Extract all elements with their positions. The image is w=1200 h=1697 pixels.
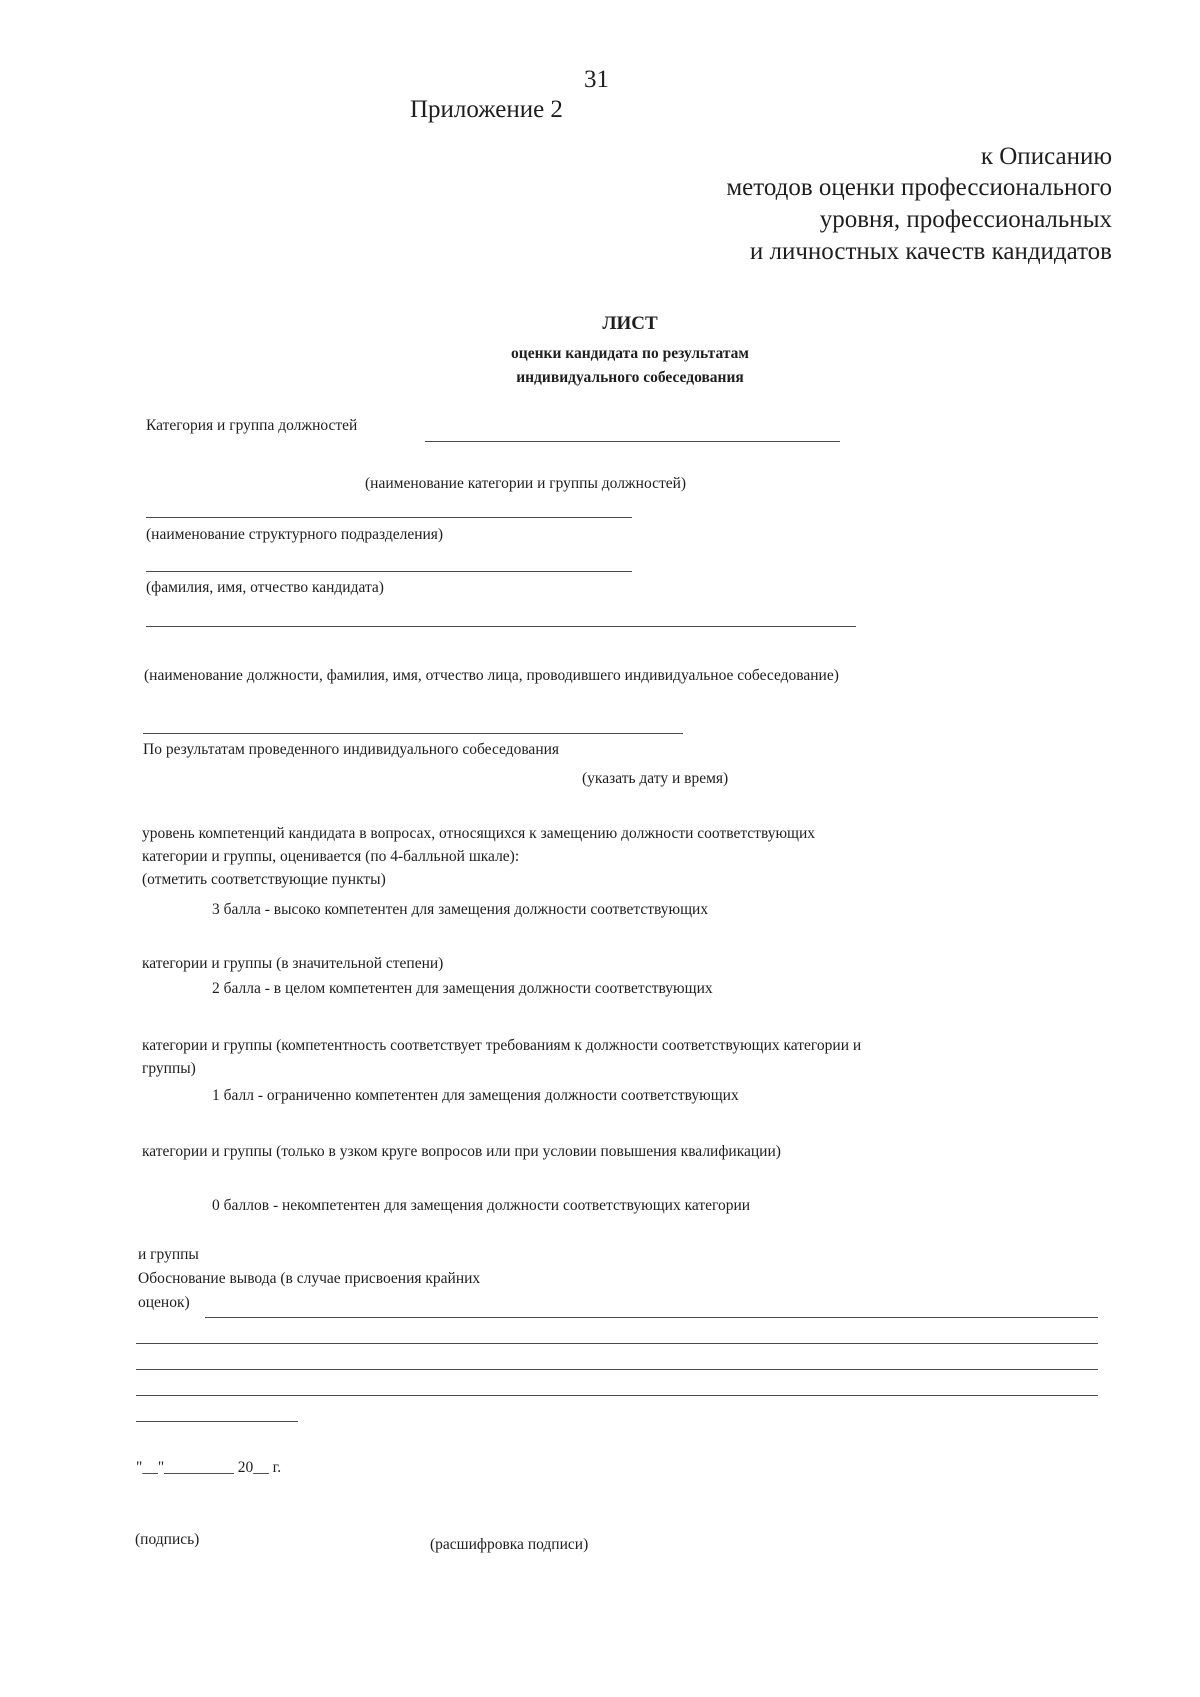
score-0-detail: и группы (138, 1246, 199, 1263)
date-caption: (указать дату и время) (582, 770, 729, 787)
interviewer-caption: (наименование должности, фамилия, имя, отчество лица, проводившего индивидуальное собеседование) (144, 667, 839, 684)
unit-field-line[interactable] (146, 517, 632, 518)
justification-label: Обоснование вывода (в случае присвоения крайних (138, 1270, 481, 1287)
score-3-option[interactable]: 3 балла - высоко компетентен для замещения должности соответствующих (212, 901, 709, 918)
score-2-detail: категории и группы (компетентность соответствует требованиям к должности соответствующих категории и (142, 1037, 862, 1054)
assessment-intro-1: уровень компетенций кандидата в вопросах, относящихся к замещению должности соответствующих (142, 825, 816, 842)
reference-line-1: к Описанию (980, 143, 1112, 170)
appendix-title: Приложение 2 (410, 96, 563, 123)
category-caption: (наименование категории и группы должностей) (365, 475, 687, 492)
sheet-subtitle-2: индивидуального собеседования (516, 369, 744, 386)
justification-line-2[interactable] (136, 1343, 1098, 1344)
date-field[interactable]: "__"_________ 20__ г. (136, 1459, 282, 1476)
justification-line-1[interactable] (205, 1317, 1098, 1318)
justification-line-5[interactable] (136, 1421, 298, 1422)
interviewer-field-line[interactable] (146, 626, 856, 627)
unit-caption: (наименование структурного подразделения) (146, 526, 444, 543)
signature-caption: (подпись) (135, 1531, 200, 1548)
justification-line-4[interactable] (136, 1395, 1098, 1396)
page-number: 31 (584, 66, 609, 93)
justification-label-cont: оценок) (138, 1294, 190, 1311)
signature-decoding-caption: (расшифровка подписи) (430, 1536, 589, 1553)
sheet-title: ЛИСТ (602, 313, 658, 334)
justification-line-3[interactable] (136, 1369, 1098, 1370)
candidate-field-line[interactable] (146, 571, 632, 572)
candidate-caption: (фамилия, имя, отчество кандидата) (146, 579, 384, 596)
sheet-subtitle-1: оценки кандидата по результатам (511, 345, 749, 362)
reference-line-2: методов оценки профессионального (726, 174, 1112, 201)
score-2-option[interactable]: 2 балла - в целом компетентен для замещения должности соответствующих (212, 980, 713, 997)
results-label: По результатам проведенного индивидуального собеседования (143, 741, 560, 758)
results-field-line[interactable] (143, 733, 683, 734)
score-2-detail-cont: группы) (142, 1060, 196, 1077)
reference-line-4: и личностных качеств кандидатов (749, 238, 1112, 265)
score-0-option[interactable]: 0 баллов - некомпетентен для замещения должности соответствующих категории (212, 1197, 751, 1214)
score-1-detail: категории и группы (только в узком круге вопросов или при условии повышения квалификации) (142, 1143, 781, 1160)
category-field-line[interactable] (425, 441, 840, 442)
score-3-detail: категории и группы (в значительной степени) (142, 955, 444, 972)
assessment-intro-3: (отметить соответствующие пункты) (142, 871, 386, 888)
score-1-option[interactable]: 1 балл - ограниченно компетентен для замещения должности соответствующих (212, 1087, 739, 1104)
category-label: Категория и группа должностей (146, 417, 358, 434)
reference-line-3: уровня, профессиональных (819, 206, 1112, 233)
assessment-intro-2: категории и группы, оценивается (по 4-балльной шкале): (142, 848, 520, 865)
